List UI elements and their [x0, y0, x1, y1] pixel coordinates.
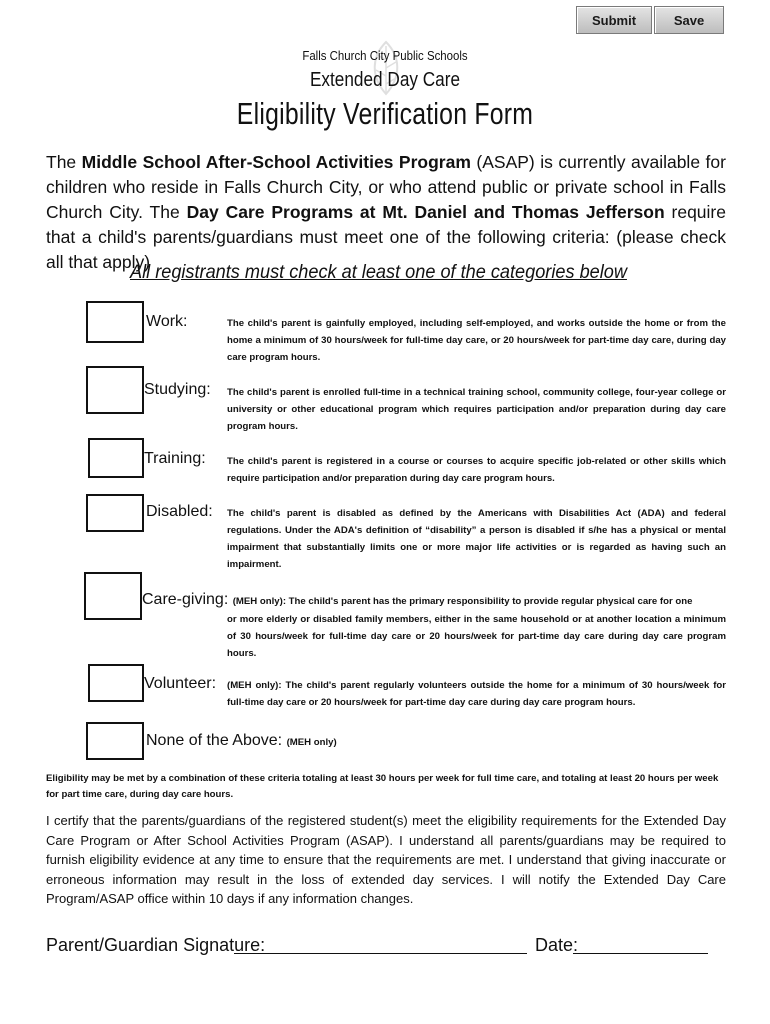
volunteer-checkbox[interactable] [88, 664, 144, 702]
none-checkbox[interactable] [86, 722, 144, 760]
signature-field[interactable] [234, 953, 527, 954]
program-name: Extended Day Care [309, 69, 461, 91]
submit-button[interactable]: Submit [576, 6, 652, 34]
caregiving-checkbox[interactable] [84, 572, 142, 620]
work-checkbox[interactable] [86, 301, 144, 343]
intro-paragraph: The Middle School After-School Activities Program (ASAP) is currently available for children who reside in Falls Church City, or who attend public or private school in Falls Church City. The Day Care Programs at Mt. Daniel and Thomas Jefferson require that a child's parents/guardians must meet one of the following criteria: (please check all that apply) [46, 152, 726, 272]
signature-label: Parent/Guardian Signature: [46, 935, 266, 955]
certification-paragraph: I certify that the parents/guardians of the registered student(s) meet the eligibility requirements for the Extended Day Care Program or After School Activities Program (ASAP). I understand all parents/guardians may be required to furnish eligibility evidence at any time to ensure that the requirements are met. I understand that giving inaccurate or erroneous information may result in the loss of extended day services. I will notify the Extended Day Care Program/ASAP office within 10 days if any information changes. [46, 813, 726, 907]
disabled-label: Disabled: [146, 503, 213, 520]
date-field[interactable] [573, 953, 708, 954]
save-button[interactable]: Save [654, 6, 724, 34]
studying-label: Studying: [144, 381, 211, 398]
training-label: Training: [144, 450, 206, 467]
work-description: The child's parent is gainfully employed, including self-employed, and works outside the home or from the home a minimum of 30 hours/week for full-time day care, or 20 hours/week for part-time day care, during day care program hours. [227, 318, 726, 363]
none-label: None of the Above: (MEH only) [146, 732, 337, 749]
notice-text: All registrants must check at least one of the categories below [130, 261, 627, 283]
caregiving-description: or more elderly or disabled family members, either in the same household or at another location a minimum of 30 hours/week for full-time day care or 20 hours/week for part-time day care during day care program hours. [227, 614, 726, 659]
page-title: Eligibility Verification Form [236, 96, 534, 131]
volunteer-description: (MEH only): The child's parent regularly volunteers outside the home for a minimum of 30 hours/week for full-time day care or 20 hours/week for part-time day care during day care program hours. [227, 680, 726, 708]
caregiving-label: Care-giving: (MEH only): The child's parent has the primary responsibility to provide regular physical care for one [142, 591, 693, 608]
studying-description: The child's parent is enrolled full-time in a technical training school, community college, four-year college or university or other educational program which requires participation and/or preparation during day care program hours. [227, 387, 726, 432]
studying-checkbox[interactable] [86, 366, 144, 414]
organization-name: Falls Church City Public Schools [302, 48, 468, 63]
volunteer-label: Volunteer: [144, 675, 217, 692]
date-label: Date: [535, 935, 579, 955]
disabled-description: The child's parent is disabled as defined by the Americans with Disabilities Act (ADA) and federal regulations. Under the ADA's definition of “disability” a person is disabled if s/he has a physical or mental impairment that substantially limits one or more major life activities or is regarded as having such an impairment. [227, 508, 726, 570]
training-description: The child's parent is registered in a course or courses to acquire specific job-related or other skills which require participation and/or preparation during day care program hours. [227, 456, 726, 484]
eligibility-rule-note: Eligibility may be met by a combination of these criteria totaling at least 30 hours per week for full time care, and totaling at least 20 hours per week for part time care, during day care hours. [46, 773, 719, 800]
disabled-checkbox[interactable] [86, 494, 144, 532]
work-label: Work: [146, 313, 188, 330]
training-checkbox[interactable] [88, 438, 144, 478]
